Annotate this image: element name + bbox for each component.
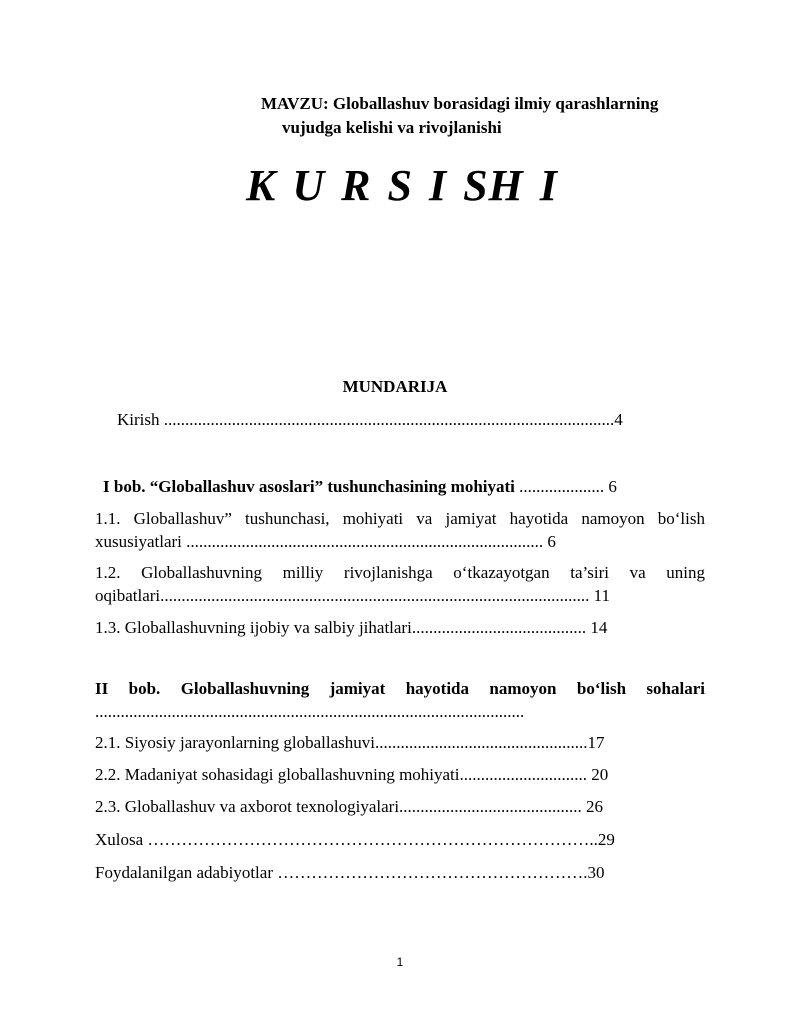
topic-line-2: vujudga kelishi va rivojlanishi <box>282 118 502 137</box>
toc-entry-1-2-line-1: 1.2. Globallashuvning milliy rivojlanishga o‘tkazayotgan ta’siri va uning <box>95 563 705 582</box>
toc-entry-kirish: Kirish ..........................................................................................................4 <box>117 410 623 429</box>
toc-entry-2-2: 2.2. Madaniyat sohasidagi globallashuvning mohiyati.............................. 20 <box>95 765 609 784</box>
toc-chapter-1-page: .................... 6 <box>514 477 617 496</box>
page-number: 1 <box>396 955 404 969</box>
contents-heading: MUNDARIJA <box>342 377 448 396</box>
toc-chapter-1-title: I bob. “Globallashuv asoslari” tushunchasining mohiyati <box>103 477 515 496</box>
toc-entry-1-2-line-2: oqibatlari..................................................................................................... 11 <box>95 586 611 605</box>
toc-entry-xulosa: Xulosa ……………………………………………………………………..29 <box>95 830 615 849</box>
toc-entry-2-1: 2.1. Siyosiy jarayonlarning globallashuvi..................................................17 <box>95 733 605 752</box>
toc-chapter-2-dots: ..................................................................................................... <box>95 702 525 721</box>
document-title: K U R S I SH I <box>246 161 558 210</box>
toc-chapter-2-title: II bob. Globallashuvning jamiyat hayotida namoyon bo‘lish sohalari <box>95 679 705 698</box>
toc-entry-1-1-line-1: 1.1. Globallashuv” tushunchasi, mohiyati va jamiyat hayotida namoyon bo‘lish <box>95 509 705 528</box>
toc-entry-1-1-line-2: xususiyatlari .................................................................................... 6 <box>95 532 556 551</box>
toc-entry-2-3: 2.3. Globallashuv va axborot texnologiyalari........................................... 26 <box>95 797 604 816</box>
toc-entry-adabiyotlar: Foydalanilgan adabiyotlar ……………………………………………….30 <box>95 863 605 882</box>
toc-entry-1-3: 1.3. Globallashuvning ijobiy va salbiy jihatlari......................................... 14 <box>95 618 608 637</box>
toc-entry-chapter-1 <box>103 477 617 497</box>
topic-line-1: MAVZU: Globallashuv borasidagi ilmiy qarashlarning <box>261 94 659 113</box>
